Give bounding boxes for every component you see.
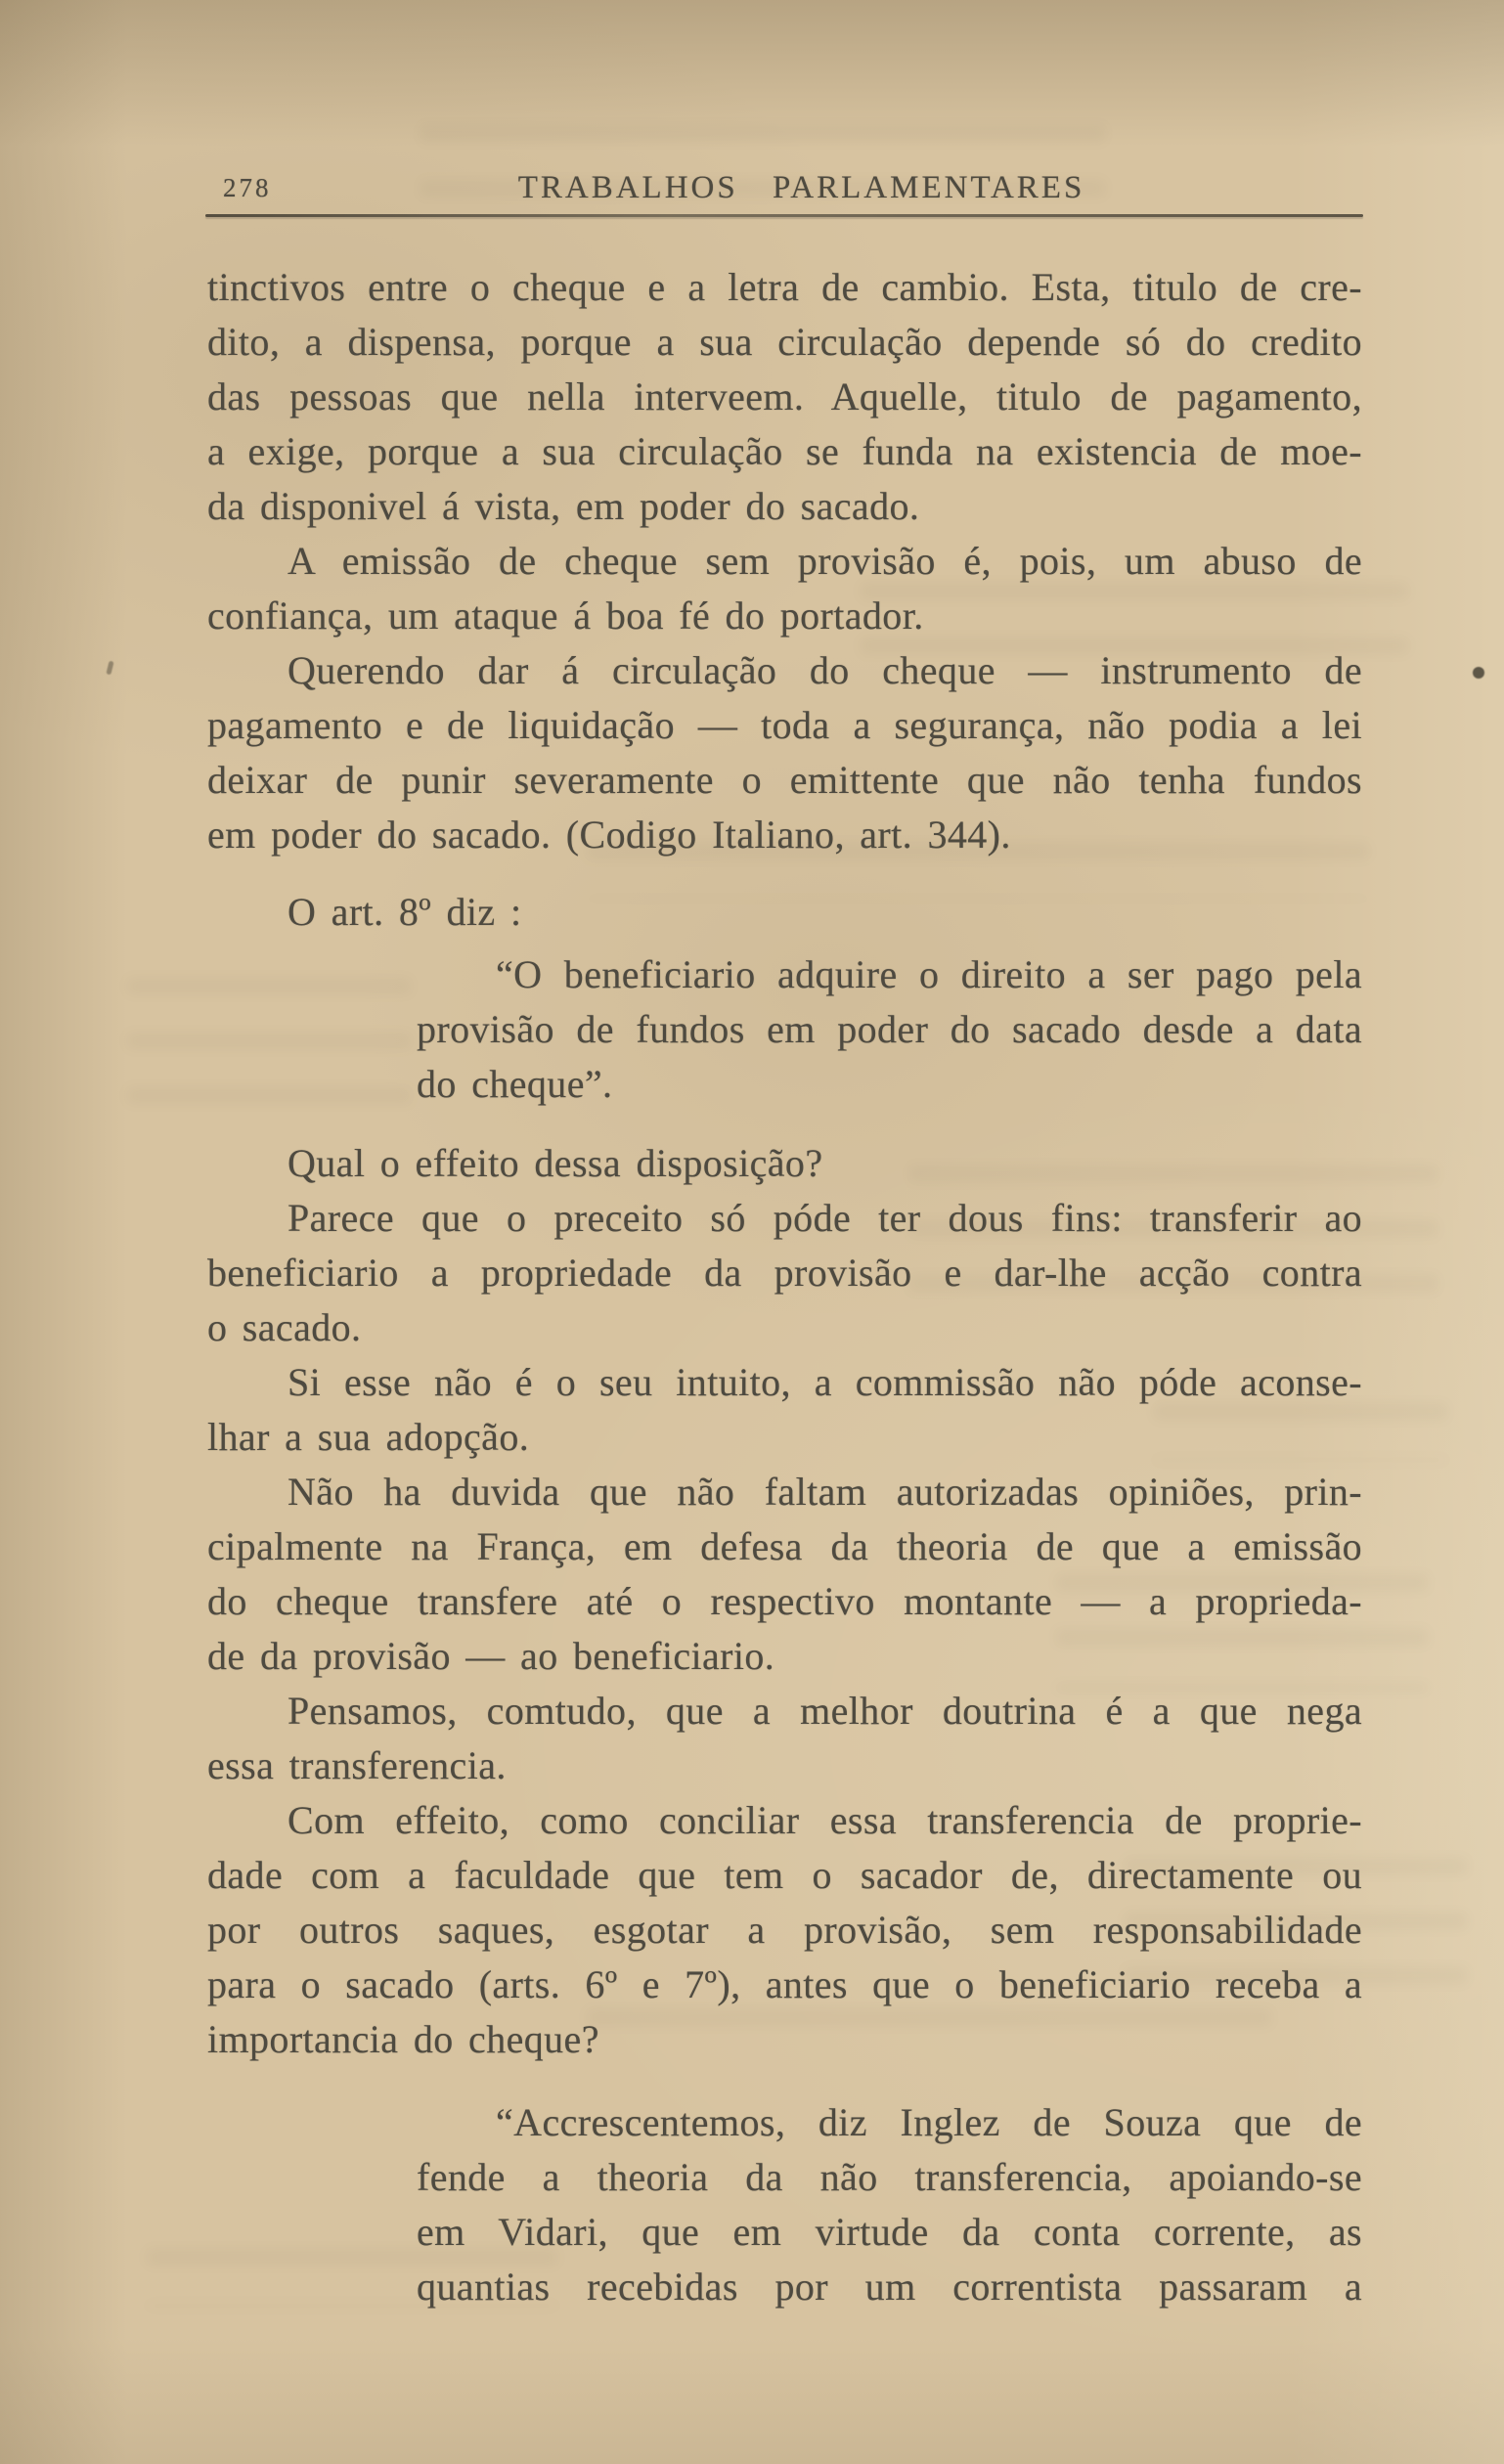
text-line: importancia do cheque? [207, 2017, 599, 2061]
text-line: confiança, um ataque á boa fé do portador. [207, 594, 924, 638]
blockquote [417, 2095, 1362, 2314]
paragraph [207, 1355, 1362, 1465]
text-line: Parece que o preceito só póde ter dous fins: transferir ao [288, 1196, 1362, 1240]
text-line: a exige, porque a sua circulação se funda na existencia de moe- [207, 429, 1362, 473]
paragraph [207, 1684, 1362, 1793]
text-line: dade com a faculdade que tem o sacador de, directamente ou [207, 1853, 1362, 1897]
text-line: Pensamos, comtudo, que a melhor doutrina é a que nega [288, 1689, 1362, 1733]
text-line: “O beneficiario adquire o direito a ser pago pela [496, 952, 1362, 996]
text-line: o sacado. [207, 1305, 362, 1349]
header-rule [205, 214, 1363, 217]
text-line: do cheque”. [417, 1062, 613, 1106]
page-number: 278 [223, 173, 272, 202]
text-line: Qual o effeito dessa disposição? [288, 1141, 823, 1185]
text-line: em Vidari, que em virtude da conta corrente, as [417, 2210, 1362, 2254]
text-line: Querendo dar á circulação do cheque — instrumento de [288, 648, 1362, 692]
text-line: deixar de punir severamente o emittente que não tenha fundos [207, 758, 1362, 802]
paragraph [207, 1793, 1362, 2067]
running-title: TRABALHOS PARLAMENTARES [517, 170, 1085, 205]
text-line: Com effeito, como conciliar essa transferencia de proprie- [288, 1798, 1362, 1842]
text-line: lhar a sua adopção. [207, 1415, 530, 1459]
text-line: Si esse não é o seu intuito, a commissão não póde aconse- [288, 1360, 1362, 1404]
text-line: dito, a dispensa, porque a sua circulação depende só do credito [207, 320, 1362, 364]
text-line: pagamento e de liquidação — toda a segurança, não podia a lei [207, 703, 1362, 747]
text-line: em poder do sacado. (Codigo Italiano, art. 344). [207, 813, 1011, 857]
ink-speck [106, 661, 113, 676]
paragraph [207, 885, 1362, 940]
page-text [207, 260, 1362, 2314]
text-line: para o sacado (arts. 6º e 7º), antes que o beneficiario receba a [207, 1962, 1362, 2006]
text-line: por outros saques, esgotar a provisão, sem responsabilidade [207, 1908, 1362, 1952]
text-line: da disponivel á vista, em poder do sacado. [207, 484, 920, 528]
ink-speck [1473, 667, 1484, 679]
text-line: tinctivos entre o cheque e a letra de cambio. Esta, titulo de cre- [207, 265, 1362, 309]
paragraph [207, 1136, 1362, 1191]
text-line: do cheque transfere até o respectivo montante — a proprieda- [207, 1579, 1362, 1623]
text-line: quantias recebidas por um correntista passaram a [417, 2265, 1362, 2309]
text-line: Não ha duvida que não faltam autorizadas opiniões, prin- [288, 1470, 1362, 1514]
text-line: essa transferencia. [207, 1743, 507, 1787]
paragraph [207, 1465, 1362, 1684]
text-line: beneficiario a propriedade da provisão e dar-lhe acção contra [207, 1251, 1362, 1295]
text-line: provisão de fundos em poder do sacado desde a data [417, 1007, 1362, 1051]
paragraph [207, 1191, 1362, 1355]
text-line: fende a theoria da não transferencia, apoiando-se [417, 2155, 1362, 2199]
paragraph [207, 260, 1362, 534]
text-line: cipalmente na França, em defesa da theoria de que a emissão [207, 1524, 1362, 1568]
text-line: O art. 8º diz : [288, 890, 522, 934]
text-line: das pessoas que nella interveem. Aquelle, titulo de pagamento, [207, 374, 1362, 418]
paragraph [207, 643, 1362, 862]
blockquote [417, 947, 1362, 1112]
paragraph [207, 534, 1362, 643]
text-line: “Accrescentemos, diz Inglez de Souza que de [496, 2100, 1362, 2144]
text-line: A emissão de cheque sem provisão é, pois, um abuso de [288, 539, 1362, 583]
text-line: de da provisão — ao beneficiario. [207, 1634, 775, 1678]
